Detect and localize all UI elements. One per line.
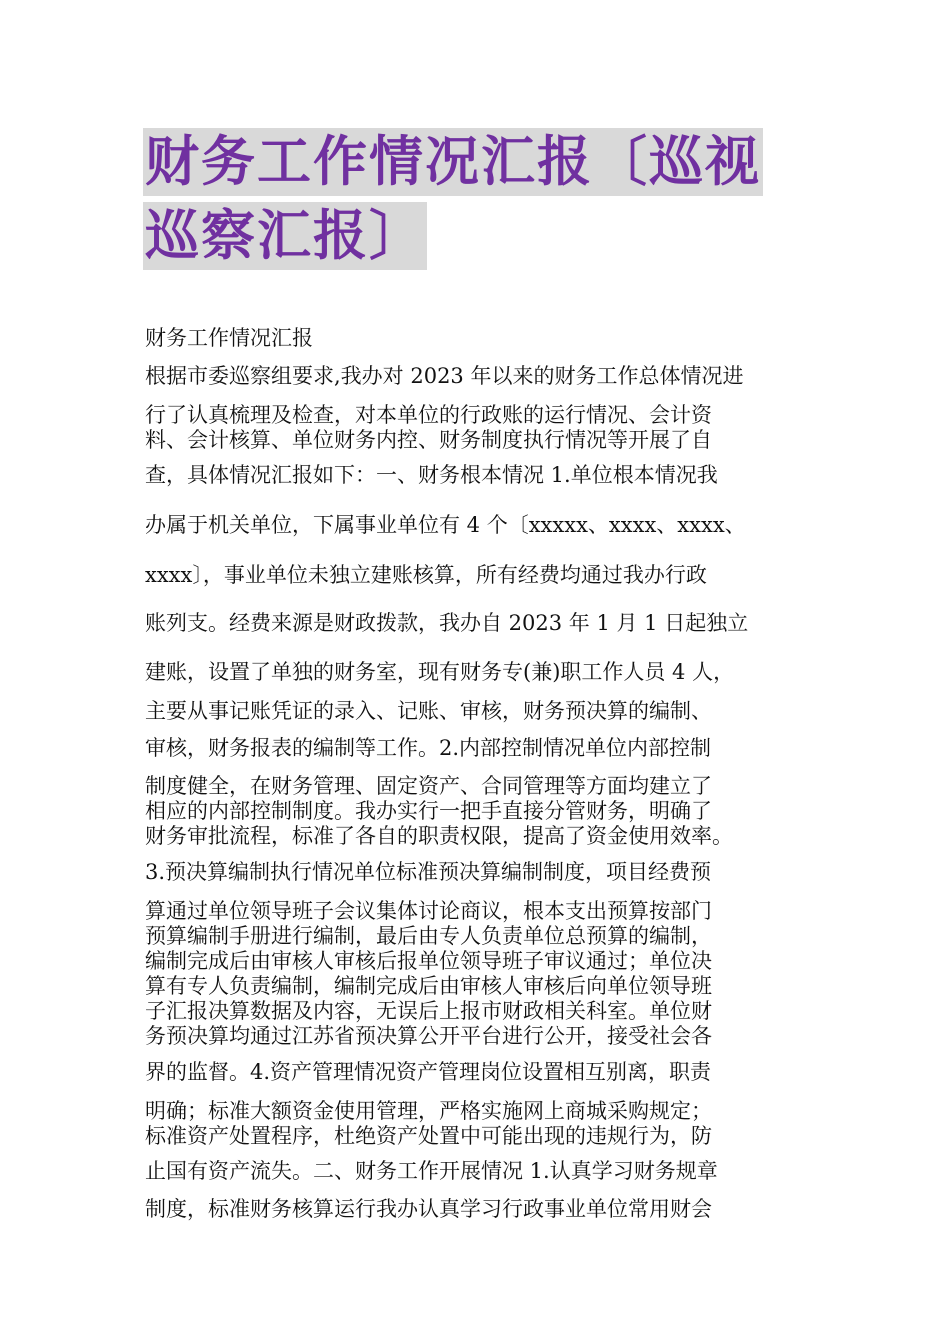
title-line-1: 财务工作情况汇报〔巡视 xyxy=(143,128,763,196)
body-line: 相应的内部控制制度。我办实行一把手直接分管财务，明确了 xyxy=(145,799,712,823)
body-line: 财务审批流程，标准了各自的职责权限，提高了资金使用效率。 xyxy=(145,824,733,848)
body-line: 预算编制手册进行编制，最后由专人负责单位总预算的编制， xyxy=(145,924,712,948)
body-line: 算通过单位领导班子会议集体讨论商议，根本支出预算按部门 xyxy=(145,899,712,923)
body-line: 办属于机关单位，下属事业单位有 4 个〔xxxxx、xxxx、xxxx、 xyxy=(145,513,746,537)
body-line: 明确；标准大额资金使用管理，严格实施网上商城采购规定； xyxy=(145,1099,712,1123)
body-line: 行了认真梳理及检查，对本单位的行政账的运行情况、会计资 xyxy=(145,403,712,427)
body-line: 建账，设置了单独的财务室，现有财务专(兼)职工作人员 4 人， xyxy=(145,660,735,684)
body-line: 止国有资产流失。二、财务工作开展情况 1.认真学习财务规章 xyxy=(145,1159,718,1183)
body-line: 算有专人负责编制，编制完成后由审核人审核后向单位领导班 xyxy=(145,974,712,998)
body-line: 制度，标准财务核算运行我办认真学习行政事业单位常用财会 xyxy=(145,1197,712,1221)
body-line: 务预决算均通过江苏省预决算公开平台进行公开，接受社会各 xyxy=(145,1024,712,1048)
title-line-2: 巡察汇报〕 xyxy=(143,202,427,270)
body-line: 根据市委巡察组要求,我办对 2023 年以来的财务工作总体情况进 xyxy=(145,364,744,388)
body-line: 账列支。经费来源是财政拨款，我办自 2023 年 1 月 1 日起独立 xyxy=(145,611,749,635)
subtitle: 财务工作情况汇报 xyxy=(145,326,313,350)
body-line: 查，具体情况汇报如下：一、财务根本情况 1.单位根本情况我 xyxy=(145,463,718,487)
body-line: 界的监督。4.资产管理情况资产管理岗位设置相互别离，职责 xyxy=(145,1060,712,1084)
body-line: 3.预决算编制执行情况单位标准预决算编制制度，项目经费预 xyxy=(145,860,712,884)
body-line: 编制完成后由审核人审核后报单位领导班子审议通过；单位决 xyxy=(145,949,712,973)
body-line: 主要从事记账凭证的录入、记账、审核，财务预决算的编制、 xyxy=(145,699,712,723)
body-line: 子汇报决算数据及内容，无误后上报市财政相关科室。单位财 xyxy=(145,999,712,1023)
document-title xyxy=(143,128,813,270)
body-line: 审核，财务报表的编制等工作。2.内部控制情况单位内部控制 xyxy=(145,736,712,760)
body-line: 标准资产处置程序，杜绝资产处置中可能出现的违规行为，防 xyxy=(145,1124,712,1148)
body-line: 料、会计核算、单位财务内控、财务制度执行情况等开展了自 xyxy=(145,428,712,452)
body-line: xxxx〕，事业单位未独立建账核算，所有经费均通过我办行政 xyxy=(145,563,707,587)
body-line: 制度健全，在财务管理、固定资产、合同管理等方面均建立了 xyxy=(145,774,712,798)
